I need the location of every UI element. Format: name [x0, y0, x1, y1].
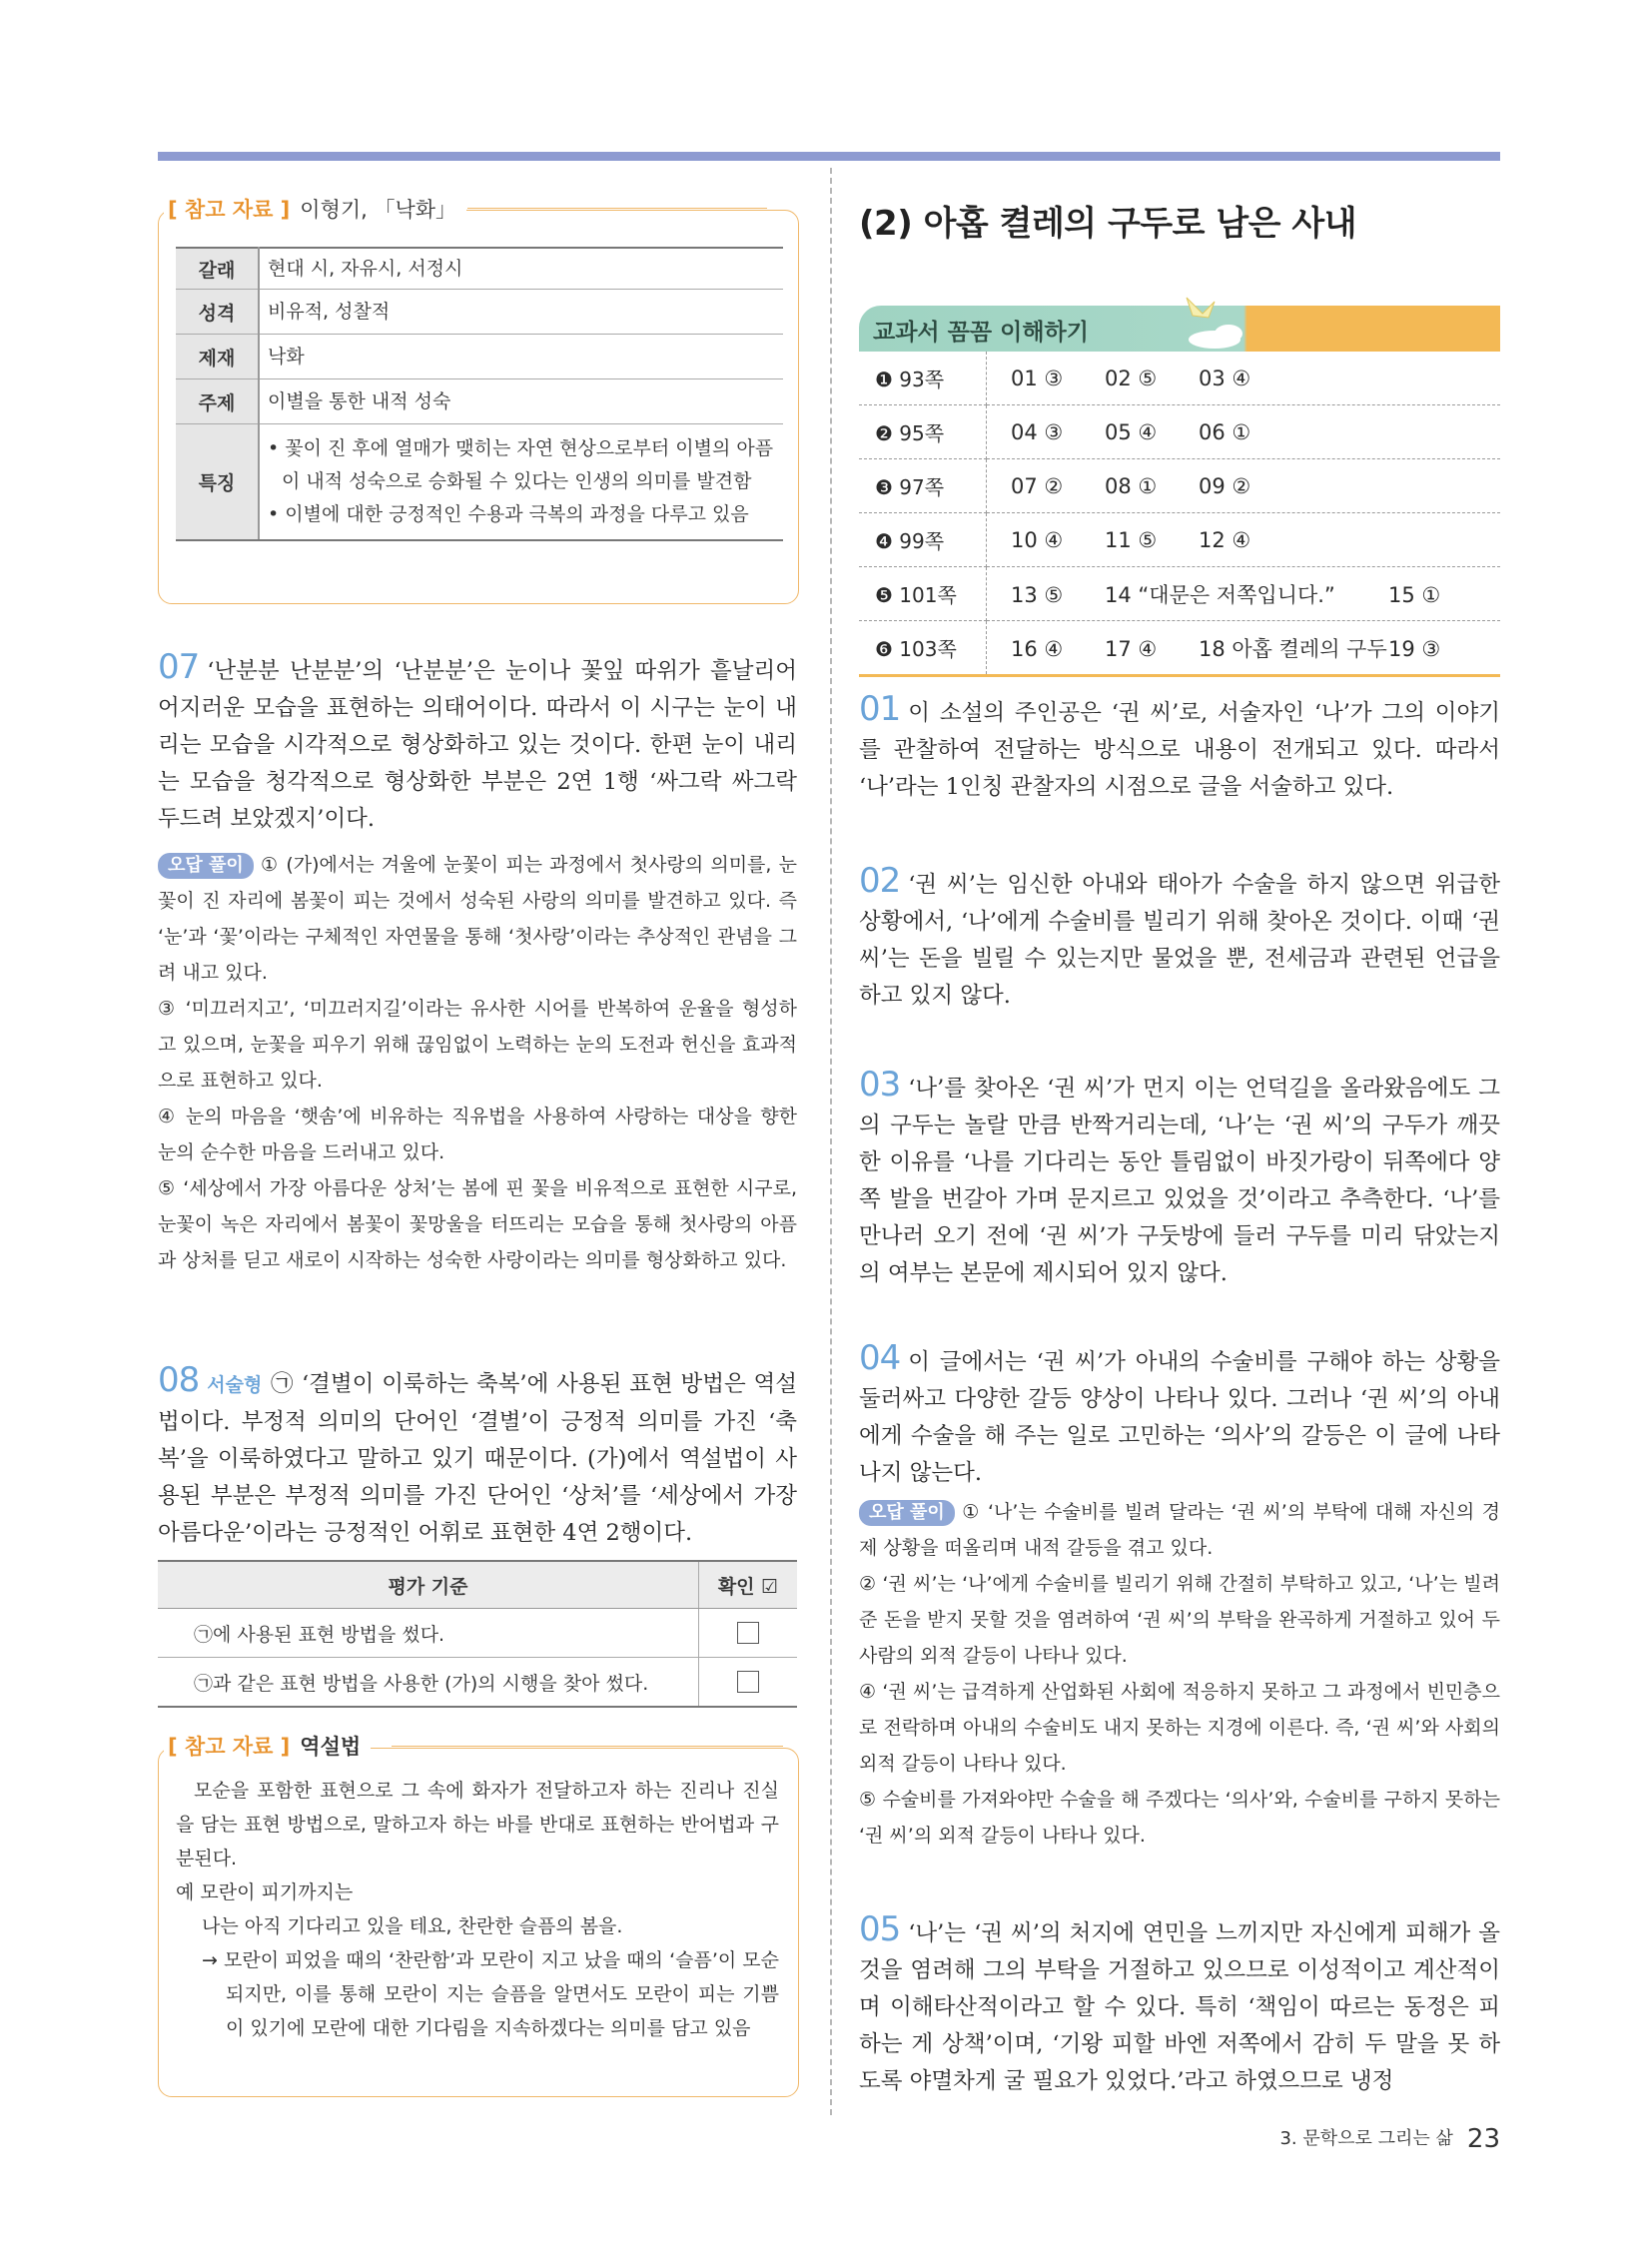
feature-item: • 이별에 대한 긍정적인 수용과 극복의 과정을 다루고 있음 — [268, 503, 749, 525]
info-label: 갈래 — [176, 248, 259, 290]
answer-text: 이 소설의 주인공은 ‘권 씨’로, 서술자인 ‘나’가 그의 이야기를 관찰하여 전달하는 방식으로 내용이 전개되고 있다. 따라서 ‘나’라는 1인칭 관찰자의 시점으로 글을 서술하고 있다. — [859, 700, 1500, 800]
answer-page: ❻ 103쪽 — [859, 621, 987, 676]
info-label: 특징 — [176, 424, 259, 541]
answer-item: 18 아홉 켤레의 구두 — [1199, 636, 1387, 661]
answer-item: 07 ② — [1011, 473, 1064, 498]
reference-title: 역설법 — [300, 1735, 362, 1759]
answer-items — [987, 405, 1501, 459]
answer-01 — [859, 691, 1500, 806]
answer-item: 02 ⑤ — [1105, 366, 1158, 390]
answer-04 — [859, 1340, 1500, 1492]
answer-row — [859, 621, 1500, 676]
eval-row — [158, 1609, 797, 1658]
answer-text: ‘권 씨’는 임신한 아내와 태아가 수술을 하지 않으면 위급한 상황에서, ‘나’에게 수술비를 빌리기 위해 찾아온 것이다. 이때 ‘권 씨’는 돈을 빌릴 수 있는지만 물었을 뿐, 전세금과 관련된 언급을 하고 있지 않다. — [859, 872, 1500, 1009]
eval-criterion: ㉠에 사용된 표현 방법을 썼다. — [158, 1609, 699, 1658]
explanations-07 — [158, 847, 797, 1278]
reference-title-rule — [392, 1746, 783, 1747]
answer-item: 17 ④ — [1105, 636, 1158, 661]
question-number: 02 — [859, 861, 901, 901]
explanation-item — [859, 1494, 1500, 1566]
answer-page: ❸ 97쪽 — [859, 459, 987, 513]
answer-item: 08 ① — [1105, 473, 1158, 498]
answer-item: 12 ④ — [1199, 527, 1251, 552]
answer-item: 14 “대문은 저쪽입니다.” — [1105, 582, 1335, 607]
answer-items — [987, 513, 1501, 567]
section-heading: (2) 아홉 켤레의 구두로 남은 사내 — [859, 204, 1357, 244]
reference-title-paradox — [164, 1731, 371, 1761]
answer-items — [987, 352, 1501, 405]
answer-05 — [859, 1911, 1500, 2101]
answer-item: 11 ⑤ — [1105, 527, 1158, 552]
answer-item: 06 ① — [1199, 419, 1251, 444]
answer-item: 16 ④ — [1011, 636, 1064, 661]
answer-items — [987, 621, 1501, 676]
reference-title: 이형기, 「낙화」 — [300, 198, 457, 222]
explanation-item: ⑤ ‘세상에서 가장 아름다운 상처’는 봄에 핀 꽃을 비유적으로 표현한 시구로, 눈꽃이 녹은 자리에서 봄꽃이 꽃망울을 터뜨리는 모습을 통해 첫사랑의 아픔과 상처를 딛고 새로이 시작하는 성숙한 사랑이라는 의미를 형상화하고 있다. — [158, 1177, 797, 1271]
answer-row — [859, 405, 1500, 459]
eval-check-cell — [699, 1609, 798, 1658]
answer-item: 10 ④ — [1011, 527, 1064, 552]
answer-page: ❺ 101쪽 — [859, 567, 987, 621]
answer-text: ‘난분분 난분분’의 ‘난분분’은 눈이나 꽃잎 따위가 흩날리어 어지러운 모습을 표현하는 의태어이다. 따라서 이 시구는 눈이 내리는 모습을 시각적으로 형상화하고 있는 것이다. 한편 눈이 내리는 모습을 청각적으로 형상화한 부분은 2연 1행 ‘싸그락 싸그락 두드려 보았겠지’이다. — [158, 658, 797, 832]
eval-check-header: 확인 ☑ — [699, 1561, 798, 1609]
reference-title-nakhwa — [164, 194, 466, 224]
answer-page: ❶ 93쪽 — [859, 352, 987, 405]
example-label: 예 모란이 피기까지는 — [176, 1881, 354, 1903]
feature-item: • 꽃이 진 후에 열매가 맺히는 자연 현상으로부터 이별의 아픔이 내적 성숙으로 승화될 수 있다는 인생의 의미를 발견함 — [268, 437, 774, 492]
info-value: 비유적, 성찰적 — [259, 290, 783, 335]
answer-text: ㉠ ‘결별이 이룩하는 축복’에 사용된 표현 방법은 역설법이다. 부정적 의미의 단어인 ‘결별’이 긍정적 의미를 가진 ‘축복’을 이룩하였다고 말하고 있기 때문이다. (가)에서 역설법이 사용된 부분은 부정적 의미를 가진 단어인 ‘상처’를 ‘세상에서 가장 아름다운’이라는 긍정적인 어휘로 표현한 4연 2행이다. — [158, 1371, 797, 1546]
question-type: 서술형 — [207, 1374, 263, 1396]
bird-cloud-icon — [1169, 288, 1258, 354]
question-number: 08 — [158, 1360, 200, 1400]
answer-item: 01 ③ — [1011, 366, 1064, 390]
checkbox[interactable] — [737, 1671, 759, 1693]
eval-criterion: ㉠과 같은 표현 방법을 사용한 (가)의 시행을 찾아 썼다. — [158, 1658, 699, 1708]
footer-chapter: 3. 문학으로 그리는 삶 — [1279, 2128, 1453, 2149]
reference-tag: [ 참고 자료 ] — [168, 198, 291, 222]
question-number: 05 — [859, 1911, 901, 1949]
explanations-04 — [859, 1494, 1500, 1854]
answer-item: 15 ① — [1388, 582, 1441, 607]
eval-header-row — [158, 1561, 797, 1609]
answer-key-table — [859, 352, 1500, 677]
answer-row — [859, 567, 1500, 621]
column-divider — [830, 168, 832, 2115]
explanation-item: ② ‘권 씨’는 ‘나’에게 수술비를 빌리기 위해 간절히 부탁하고 있고, ‘나’는 빌려준 돈을 받지 못할 것을 염려하여 ‘권 씨’의 부탁을 완곡하게 거절하고 있어 두 사람의 외적 갈등이 나타나 있다. — [859, 1573, 1500, 1667]
answer-items — [987, 459, 1501, 513]
page-number: 23 — [1466, 2124, 1500, 2154]
info-row — [176, 424, 783, 541]
answer-items — [987, 567, 1501, 621]
paradox-definition: 모순을 포함한 표현으로 그 속에 화자가 전달하고자 하는 진리나 진실을 담는 표현 방법으로, 말하고자 하는 바를 반대로 표현하는 반어법과 구분된다. — [176, 1780, 779, 1869]
answer-03 — [859, 1067, 1500, 1292]
eval-row — [158, 1658, 797, 1708]
answer-07 — [158, 649, 797, 838]
wrong-answer-badge: 오답 풀이 — [859, 1500, 955, 1526]
explanation-item: ④ 눈의 마음을 ‘햇솜’에 비유하는 직유법을 사용하여 사랑하는 대상을 향한 눈의 순수한 마음을 드러내고 있다. — [158, 1106, 797, 1163]
page-footer — [1279, 2124, 1500, 2154]
question-number: 07 — [158, 647, 200, 687]
answer-row — [859, 513, 1500, 567]
info-row — [176, 248, 783, 290]
info-value: 현대 시, 자유시, 서정시 — [259, 248, 783, 290]
info-label: 제재 — [176, 335, 259, 379]
explanation-item — [158, 847, 797, 991]
info-label: 성격 — [176, 290, 259, 335]
checkbox[interactable] — [737, 1622, 759, 1644]
explanation-item: ④ ‘권 씨’는 급격하게 산업화된 사회에 적응하지 못하고 그 과정에서 빈민층으로 전락하며 아내의 수술비도 내지 못하는 지경에 이른다. 즉, ‘권 씨’와 사회의 외적 갈등이 나타나 있다. — [859, 1681, 1500, 1775]
answer-text: ‘나’를 찾아온 ‘권 씨’가 먼지 이는 언덕길을 올라왔음에도 그의 구두는 놀랄 만큼 반짝거리는데, ‘나’는 ‘권 씨’의 구두가 깨끗한 이유를 ‘나를 기다리는 동안 틀림없이 바짓가랑이 뒤쪽에다 양쪽 발을 번갈아 가며 문지르고 있었을 것’이라고 추측한다. ‘나’를 만나러 오기 전에 ‘권 씨’가 구둣방에 들러 구두를 미리 닦았는지의 여부는 본문에 제시되어 있지 않다. — [859, 1076, 1500, 1286]
explanation-text: ① (가)에서는 겨울에 눈꽃이 피는 과정에서 첫사랑의 의미를, 눈꽃이 진 자리에 봄꽃이 피는 것에서 성숙된 사랑의 의미를 발견하고 있다. 즉 ‘눈’과 ‘꽃’이라는 구체적인 자연물을 통해 ‘첫사랑’이라는 추상적인 관념을 그려 내고 있다. — [158, 854, 797, 984]
top-accent-bar — [158, 152, 1500, 161]
answer-item: 03 ④ — [1199, 366, 1251, 390]
info-value: 이별을 통한 내적 성숙 — [259, 379, 783, 424]
answer-08 — [158, 1362, 797, 1552]
answer-page: ❹ 99쪽 — [859, 513, 987, 567]
answer-text: 이 글에서는 ‘권 씨’가 아내의 수술비를 구해야 하는 상황을 둘러싸고 다양한 갈등 양상이 나타나 있다. 그러나 ‘권 씨’의 아내에게 수술을 해 주는 일로 고민하는 ‘의사’의 갈등은 이 글에 나타나지 않는다. — [859, 1349, 1500, 1486]
question-number: 03 — [859, 1065, 901, 1105]
info-label: 주제 — [176, 379, 259, 424]
question-number: 04 — [859, 1338, 901, 1378]
answer-item: 19 ③ — [1388, 636, 1441, 661]
example-note: → 모란이 피었을 때의 ‘찬란함’과 모란이 지고 났을 때의 ‘슬픔’이 모순되지만, 이를 통해 모란이 지는 슬픔을 알면서도 모란이 피는 기쁨이 있기에 모란에 대한 기다림을 지속하겠다는 의미를 담고 있음 — [202, 1949, 779, 2039]
poem-info-table — [176, 247, 783, 541]
answer-page: ❷ 95쪽 — [859, 405, 987, 459]
answer-row — [859, 352, 1500, 405]
explanation-text: ① ‘나’는 수술비를 빌려 달라는 ‘권 씨’의 부탁에 대해 자신의 경제 상황을 떠올리며 내적 갈등을 겪고 있다. — [859, 1501, 1500, 1559]
banner-title: 교과서 꼼꼼 이해하기 — [873, 320, 1089, 346]
reference-title-rule — [467, 208, 767, 209]
answer-text: ‘나’는 ‘권 씨’의 처지에 연민을 느끼지만 자신에게 피해가 올 것을 염려해 그의 부탁을 거절하고 있으므로 이성적이고 계산적이며 이해타산적이라고 할 수 있다. 특히 ‘책임이 따르는 동정은 피하는 게 상책’이며, ‘기왕 피할 바엔 저쪽에서 감히 두 말을 못 하도록 야멸차게 굴 필요가 있었다.’라고 하였으므로 냉정 — [859, 1920, 1500, 2094]
info-row — [176, 379, 783, 424]
answer-item: 04 ③ — [1011, 419, 1064, 444]
example-line: 나는 아직 기다리고 있을 테요, 찬란한 슬픔의 봄을. — [202, 1915, 623, 1937]
answer-02 — [859, 863, 1500, 1015]
wrong-answer-badge: 오답 풀이 — [158, 853, 254, 879]
info-row — [176, 290, 783, 335]
info-row — [176, 335, 783, 379]
info-value: 낙화 — [259, 335, 783, 379]
answer-item: 13 ⑤ — [1011, 582, 1064, 607]
explanation-item: ③ ‘미끄러지고’, ‘미끄러지길’이라는 유사한 시어를 반복하여 운율을 형성하고 있으며, 눈꽃을 피우기 위해 끊임없이 노력하는 눈의 도전과 헌신을 효과적으로 표현하고 있다. — [158, 998, 797, 1092]
answer-item: 09 ② — [1199, 473, 1251, 498]
eval-check-cell — [699, 1658, 798, 1708]
eval-criteria-header: 평가 기준 — [158, 1561, 699, 1609]
info-features — [259, 424, 783, 541]
evaluation-table — [158, 1560, 797, 1708]
reference-tag: [ 참고 자료 ] — [168, 1735, 291, 1759]
question-number: 01 — [859, 689, 901, 729]
answer-item: 05 ④ — [1105, 419, 1158, 444]
paradox-body — [176, 1774, 779, 2045]
explanation-item: ⑤ 수술비를 가져와야만 수술을 해 주겠다는 ‘의사’와, 수술비를 구하지 못하는 ‘권 씨’의 외적 갈등이 나타나 있다. — [859, 1789, 1500, 1847]
answer-row — [859, 459, 1500, 513]
